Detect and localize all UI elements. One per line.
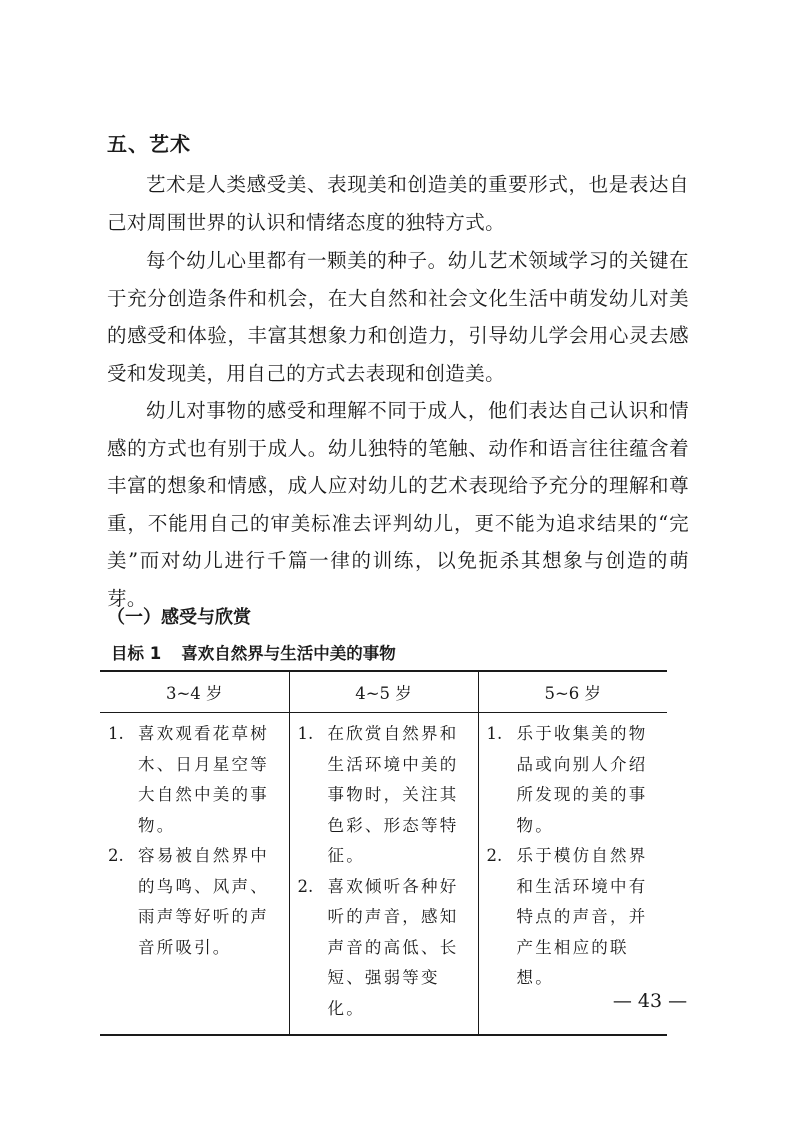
item-text: 乐于模仿自然界和生活环境中有特点的声音，并产生相应的联想。: [516, 846, 648, 987]
item-number: 2.: [297, 876, 314, 896]
list-item: [108, 719, 279, 841]
list-item: [108, 841, 279, 963]
list-item: [487, 841, 658, 994]
list-item: [487, 719, 658, 841]
goal-label: 目标 1: [111, 644, 162, 663]
goals-table: [100, 670, 667, 1036]
item-number: 1.: [108, 724, 124, 743]
item-text: 容易被自然界中的鸟鸣、风声、雨声等好听的声音所吸引。: [138, 846, 269, 957]
table-header-row: [100, 671, 667, 713]
header-age-5-6: 5~6 岁: [478, 671, 667, 713]
list-item: [298, 872, 468, 1025]
goal-text: 喜欢自然界与生活中美的事物: [181, 644, 396, 663]
item-text: 喜欢倾听各种好听的声音，感知声音的高低、长短、强弱等变化。: [327, 876, 459, 1018]
goal-heading: [107, 640, 396, 664]
table-row: [100, 713, 667, 1036]
goal-list: [298, 719, 468, 1024]
paragraph-3: 幼儿对事物的感受和理解不同于成人，他们表达自己认识和情感的方式也有别于成人。幼儿独特的笔触、动作和语言往往蕴含着丰富的想象和情感，成人应对幼儿的艺术表现给予充分的理解和尊重，不能用自己的审美标准去评判幼儿，更不能为追求结果的“完美”而对幼儿进行千篇一律的训练，以免扼杀其想象与创造的萌芽。: [107, 399, 689, 610]
paragraph-2: 每个幼儿心里都有一颗美的种子。幼儿艺术领域学习的关键在于充分创造条件和机会，在大自然和社会文化生活中萌发幼儿对美的感受和体验，丰富其想象力和创造力，引导幼儿学会用心灵去感受和发现美，用自己的方式去表现和创造美。: [107, 249, 689, 385]
item-text: 乐于收集美的物品或向别人介绍所发现的美的事物。: [516, 724, 648, 835]
header-age-4-5: 4~5 岁: [289, 671, 478, 713]
item-number: 2.: [486, 846, 503, 865]
item-number: 1.: [297, 724, 314, 743]
goal-list: [487, 719, 658, 994]
subsection-title: （一）感受与欣赏: [107, 607, 251, 628]
item-text: 在欣赏自然界和生活环境中美的事物时，关注其色彩、形态等特征。: [327, 724, 459, 865]
cell-age-5-6: [478, 713, 667, 1036]
header-age-3-4: 3~4 岁: [100, 671, 289, 713]
list-item: [298, 719, 468, 872]
goal-list: [108, 719, 279, 963]
cell-age-3-4: [100, 713, 289, 1036]
page-number: — 43 —: [612, 990, 688, 1012]
paragraph-1: 艺术是人类感受美、表现美和创造美的重要形式，也是表达自己对周围世界的认识和情绪态度的独特方式。: [107, 173, 689, 234]
item-text: 喜欢观看花草树木、日月星空等大自然中美的事物。: [138, 724, 269, 835]
item-number: 1.: [486, 724, 503, 743]
cell-age-4-5: [289, 713, 478, 1036]
section-title: 五、艺术: [107, 132, 191, 156]
item-number: 2.: [108, 846, 124, 865]
